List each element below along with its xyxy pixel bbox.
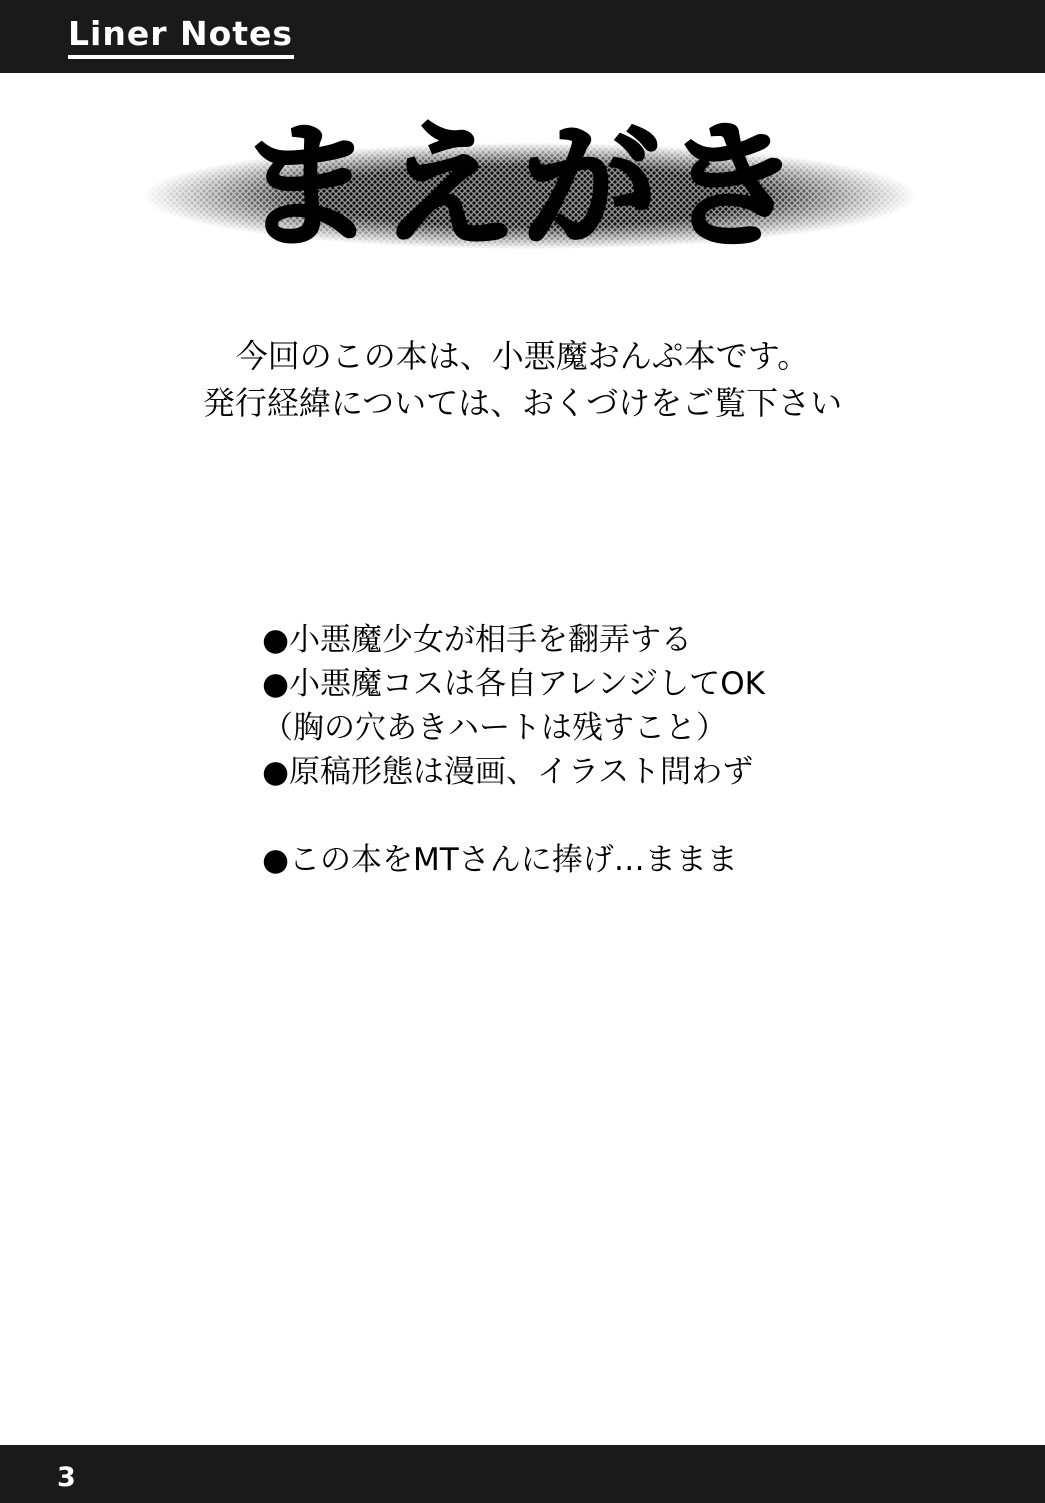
list-item: ●小悪魔コスは各自アレンジしてOK bbox=[262, 666, 765, 702]
list-item: ●この本をMTさんに捧げ…ままま bbox=[262, 842, 738, 878]
intro-line: 発行経緯については、おくづけをご覧下さい bbox=[202, 384, 843, 422]
intro-paragraph bbox=[0, 333, 1045, 427]
section-heading: まえがき bbox=[238, 109, 807, 267]
title-underline bbox=[68, 55, 294, 59]
list-item: （胸の穴あきハートは残すこと） bbox=[262, 710, 727, 746]
list-item: ●小悪魔少女が相手を翻弄する bbox=[262, 622, 693, 658]
page-title: Liner Notes bbox=[68, 14, 294, 53]
footer-bar bbox=[0, 1445, 1045, 1503]
bullet-list bbox=[262, 618, 962, 882]
page-number: 3 bbox=[57, 1462, 76, 1493]
page-content bbox=[0, 73, 1045, 1445]
list-spacer bbox=[262, 794, 962, 838]
section-heading-block bbox=[0, 103, 1045, 293]
header-bar bbox=[0, 0, 1045, 73]
intro-line: 今回のこの本は、小悪魔おんぷ本です。 bbox=[235, 337, 810, 375]
list-item: ●原稿形態は漫画、イラスト問わず bbox=[262, 754, 754, 790]
